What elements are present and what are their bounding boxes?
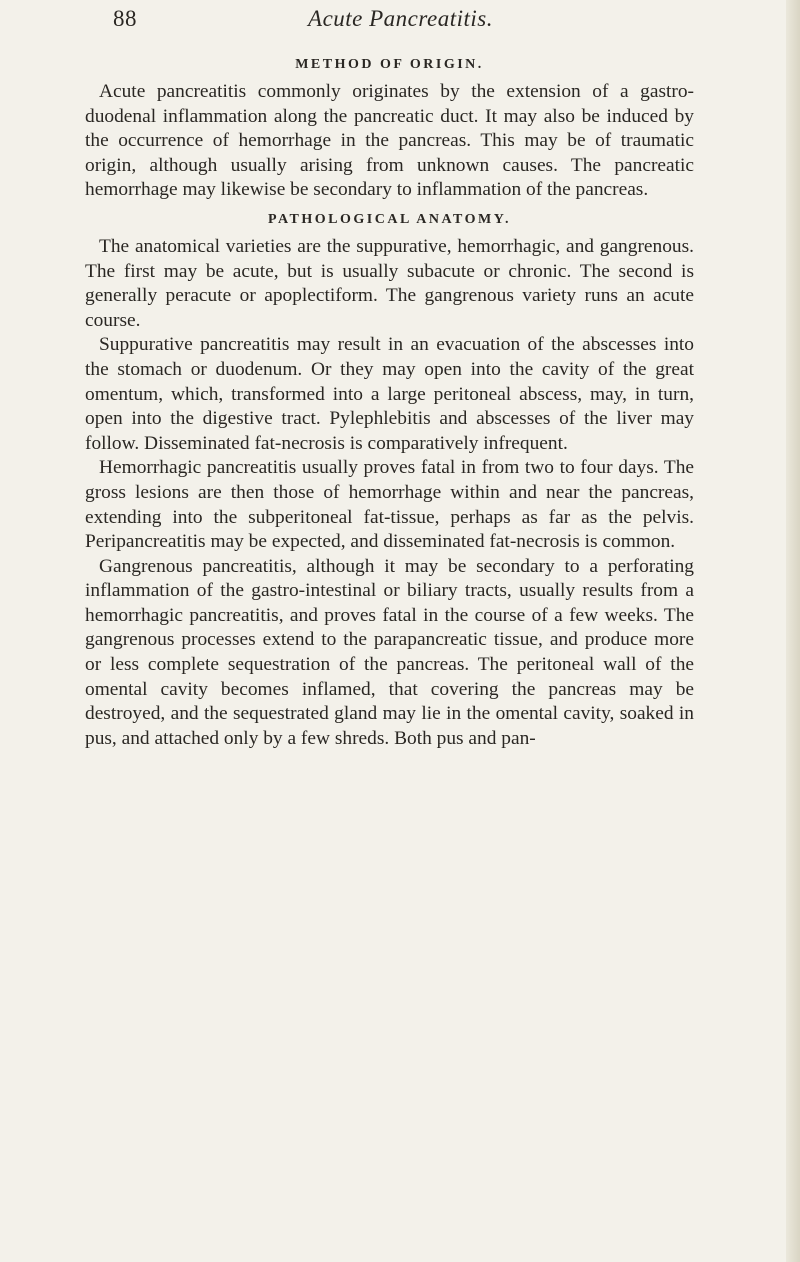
- section-heading-method-of-origin: METHOD OF ORIGIN.: [295, 57, 484, 72]
- paragraph-suppurative: Suppurative pancreatitis may result in an evacuation of the abscesses into the stomach or duodenum. Or they may open into the cavity of the great omentum, which, transformed into a large peritoneal abscess, may, in turn, open into the digestive tract. Pylephlebitis and abscesses of the liver may follow. Disseminated fat-necrosis is comparatively infrequent.: [85, 334, 694, 454]
- section-heading-pathological-anatomy: PATHOLOGICAL ANATOMY.: [267, 211, 512, 227]
- running-head: [113, 6, 688, 40]
- paragraph-anatomical-varieties: The anatomical varieties are the suppurative, hemorrhagic, and gangrenous. The first may be acute, but is usually subacute or chronic. The second is generally peracute or apoplectiform. The gangrenous variety runs an acute course.: [85, 235, 694, 331]
- page-number: 88: [113, 6, 137, 31]
- paragraph-hemorrhagic: Hemorrhagic pancreatitis usually proves fatal in from two to four days. The gross lesions are then those of hemorrhage within and near the pancreas, extending into the subperitoneal fat-tissue, perhaps as far as the pelvis. Peripancreatitis may be expected, and disseminated fat-necrosis is common.: [85, 457, 694, 553]
- page-edge-shadow: [786, 0, 800, 1262]
- paragraph-method-of-origin: Acute pancreatitis commonly originates by the extension of a gastro-duodenal inflammation along the pancreatic duct. It may also be induced by the occurrence of hemorrhage in the pancreas. This may be of traumatic origin, although usually arising from unknown causes. The pancreatic hemorrhage may likewise be secondary to inflammation of the pancreas.: [85, 81, 694, 201]
- running-title: Acute Pancreatitis.: [308, 6, 493, 31]
- body-text: [85, 50, 694, 751]
- paragraph-gangrenous: Gangrenous pancreatitis, although it may be secondary to a perforating inflammation of the gastro-intestinal or biliary tracts, usually results from a hemorrhagic pancreatitis, and proves fatal in the course of a few weeks. The gangrenous processes extend to the parapancreatic tissue, and produce more or less complete sequestration of the pancreas. The peritoneal wall of the omental cavity becomes inflamed, that covering the pancreas may be destroyed, and the sequestrated gland may lie in the omental cavity, soaked in pus, and attached only by a few shreds. Both pus and pan-: [85, 555, 694, 749]
